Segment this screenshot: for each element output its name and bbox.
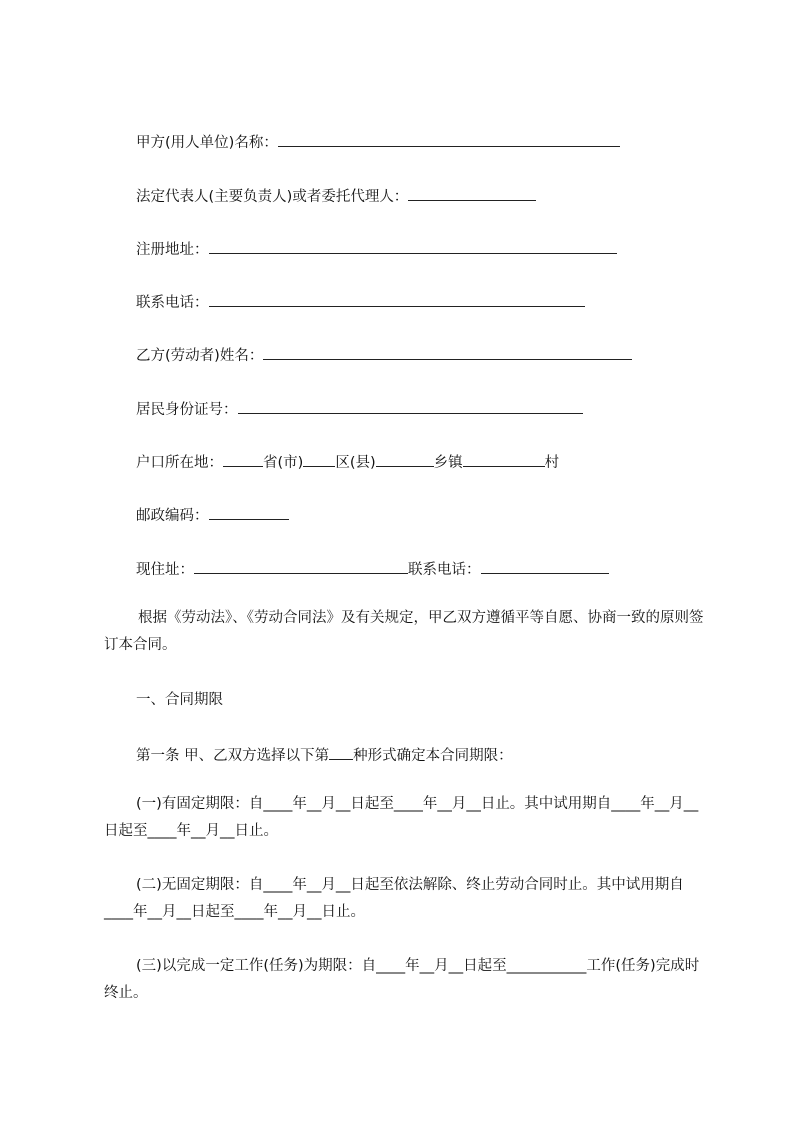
hukou-district-label: 区(县) bbox=[335, 455, 376, 471]
party-a-name-row bbox=[136, 131, 620, 153]
party-b-postcode-row bbox=[136, 504, 289, 526]
party-a-phone-row bbox=[136, 291, 585, 313]
article-1-prefix: 第一条 甲、乙双方选择以下第 bbox=[136, 748, 330, 764]
option-fixed-term: (一)有固定期限：自____年__月__日起至____年__月__日止。其中试用期自____年__月__日起至____年__月__日止。 bbox=[104, 796, 699, 839]
party-b-current-address-blank[interactable] bbox=[194, 558, 408, 574]
party-a-phone-label: 联系电话： bbox=[136, 295, 209, 311]
preamble-paragraph: 根据《劳动法》、《劳动合同法》及有关规定，甲乙双方遵循平等自愿、协商一致的原则签订本合同。 bbox=[104, 610, 704, 653]
option-task-based: (三)以完成一定工作(任务)为期限：自____年__月__日起至___________工作(任务)完成时终止。 bbox=[104, 958, 700, 1001]
party-a-address-row bbox=[136, 238, 617, 260]
article-1-suffix: 种形式确定本合同期限： bbox=[353, 748, 513, 764]
section-heading: 一、合同期限 bbox=[136, 692, 223, 708]
hukou-village-blank[interactable] bbox=[463, 451, 545, 467]
article-1-option-blank[interactable] bbox=[329, 744, 353, 760]
party-b-hukou-row bbox=[136, 451, 559, 473]
party-b-current-address-row bbox=[136, 558, 609, 580]
party-a-address-label: 注册地址： bbox=[136, 242, 209, 258]
party-a-rep-row bbox=[136, 185, 536, 207]
party-a-rep-label: 法定代表人(主要负责人)或者委托代理人： bbox=[136, 189, 409, 205]
party-b-hukou-label: 户口所在地： bbox=[136, 455, 223, 471]
hukou-town-blank[interactable] bbox=[376, 451, 434, 467]
hukou-district-blank[interactable] bbox=[303, 451, 335, 467]
article-1-row bbox=[136, 744, 513, 766]
party-b-name-label: 乙方(劳动者)姓名： bbox=[136, 348, 264, 364]
hukou-province-label: 省(市) bbox=[263, 455, 304, 471]
party-b-name-row bbox=[136, 344, 632, 366]
party-b-phone-label: 联系电话： bbox=[408, 562, 481, 578]
hukou-village-label: 村 bbox=[544, 455, 560, 471]
party-b-id-blank[interactable] bbox=[238, 398, 583, 414]
party-b-phone-blank[interactable] bbox=[481, 558, 609, 574]
option-open-ended: (二)无固定期限：自____年__月__日起至依法解除、终止劳动合同时止。其中试用期自____年__月__日起至____年__月__日止。 bbox=[104, 877, 684, 920]
party-b-current-address-label: 现住址： bbox=[136, 562, 194, 578]
party-b-id-row bbox=[136, 398, 583, 420]
party-a-name-blank[interactable] bbox=[278, 131, 620, 147]
party-a-address-blank[interactable] bbox=[209, 238, 617, 254]
party-a-rep-blank[interactable] bbox=[408, 185, 536, 201]
party-b-postcode-blank[interactable] bbox=[209, 504, 289, 520]
hukou-town-label: 乡镇 bbox=[433, 455, 463, 471]
party-a-name-label: 甲方(用人单位)名称： bbox=[136, 135, 278, 151]
party-a-phone-blank[interactable] bbox=[209, 291, 585, 307]
party-b-id-label: 居民身份证号： bbox=[136, 402, 238, 418]
party-b-postcode-label: 邮政编码： bbox=[136, 508, 209, 524]
party-b-name-blank[interactable] bbox=[263, 344, 632, 360]
hukou-province-blank[interactable] bbox=[223, 451, 263, 467]
